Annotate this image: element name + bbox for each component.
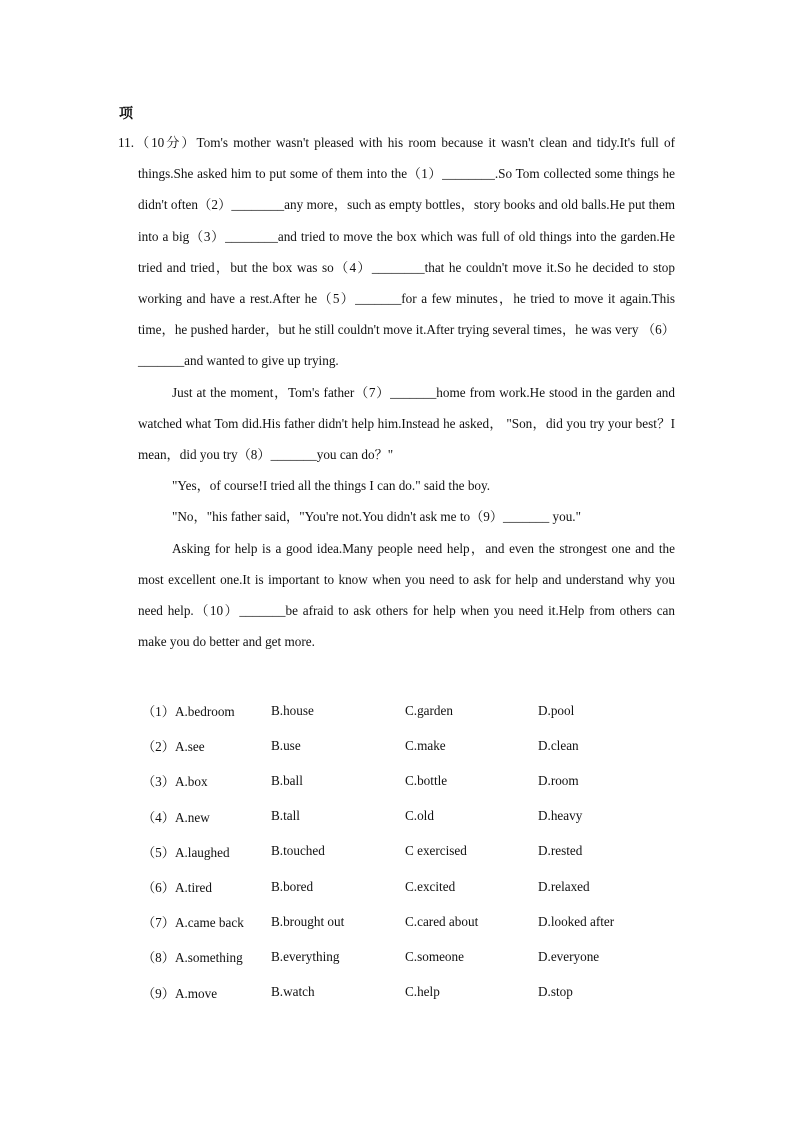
option-row (142, 904, 662, 939)
option-row (142, 693, 662, 728)
option-b: B.ball (271, 772, 303, 788)
passage-paragraph-1 (118, 127, 676, 377)
option-c: C.old (405, 808, 434, 824)
option-a: （6）A.tired (142, 880, 212, 896)
option-row (142, 763, 662, 798)
passage-paragraph-4: "No，"his father said，"You're not.You didn't ask me to（9）_______ you." (172, 509, 581, 525)
question-number: 11. (118, 135, 134, 150)
option-a: （9）A.move (142, 985, 218, 1001)
option-d: D.rested (538, 843, 583, 859)
option-c: C.cared about (405, 913, 479, 929)
option-c: C.help (405, 984, 440, 1000)
option-b: B.bored (271, 878, 314, 894)
passage-paragraph-3: "Yes，of course!I tried all the things I can do." said the boy. (172, 478, 491, 494)
passage-paragraph-2: Just at the moment，Tom's father（7）_______home from work.He stood in the garden and watched what Tom did.His father didn't help him.Instead he asked， "Son，did you try your best？I mean，did you try（8）_______you can do？" (138, 384, 675, 463)
option-d: D.relaxed (538, 878, 590, 894)
option-d: D.looked after (538, 913, 615, 929)
question-passage (118, 127, 676, 657)
option-row (142, 869, 662, 904)
option-a: （7）A.came back (142, 915, 244, 931)
option-a: （2）A.see (142, 739, 205, 755)
option-d: D.everyone (538, 948, 600, 964)
option-row (142, 939, 662, 974)
option-a: （5）A.laughed (142, 844, 230, 860)
option-a: （4）A.new (142, 809, 210, 825)
option-c: C.someone (405, 948, 464, 964)
option-d: D.pool (538, 702, 575, 718)
option-a: （8）A.something (142, 950, 243, 966)
option-b: B.tall (271, 808, 300, 824)
option-d: D.clean (538, 737, 579, 753)
option-c: C.make (405, 737, 446, 753)
option-row (142, 799, 662, 834)
option-a: （3）A.box (142, 774, 208, 790)
option-d: D.room (538, 772, 579, 788)
option-row (142, 728, 662, 763)
option-b: B.watch (271, 984, 315, 1000)
option-d: D.heavy (538, 808, 583, 824)
option-row (142, 834, 662, 869)
option-c: C.garden (405, 702, 453, 718)
option-a: （1）A.bedroom (142, 704, 235, 720)
option-row (142, 975, 662, 1010)
option-c: C.bottle (405, 772, 448, 788)
section-heading: 项 (119, 106, 133, 122)
option-d: D.stop (538, 984, 573, 1000)
question-points: （10分） (134, 135, 197, 150)
passage-paragraph-5: Asking for help is a good idea.Many people need help，and even the strongest one and the most excellent one.It is important to know when you need to ask for help and understand why you need help.（10）_______be afraid to ask others for help when you need it.Help from others can make you do better and get more. (138, 540, 675, 650)
option-c: C.excited (405, 878, 456, 894)
paragraph-text: Tom's mother wasn't pleased with his room because it wasn't clean and tidy.It's full of things.She asked him to put some of them into the（1）________.So Tom collected some things he didn't often（2）________any more，such as empty bottles，story books and old balls.He put them into a big（3）________and tried to move the box which was full of old things into the garden.He tried and tried，but the box was so（4）________that he couldn't move it.So he decided to stop working and have a rest.After he（5）_______for a few minutes，he tried to move it again.This time，he pushed harder，but he still couldn't move it.After trying several times，he was very （6）_______and wanted to give up trying. (138, 135, 676, 369)
option-b: B.touched (271, 843, 325, 859)
option-b: B.use (271, 737, 301, 753)
option-c: C exercised (405, 843, 467, 859)
options-table (142, 693, 662, 1010)
option-b: B.brought out (271, 913, 345, 929)
option-b: B.everything (271, 948, 340, 964)
option-b: B.house (271, 702, 314, 718)
